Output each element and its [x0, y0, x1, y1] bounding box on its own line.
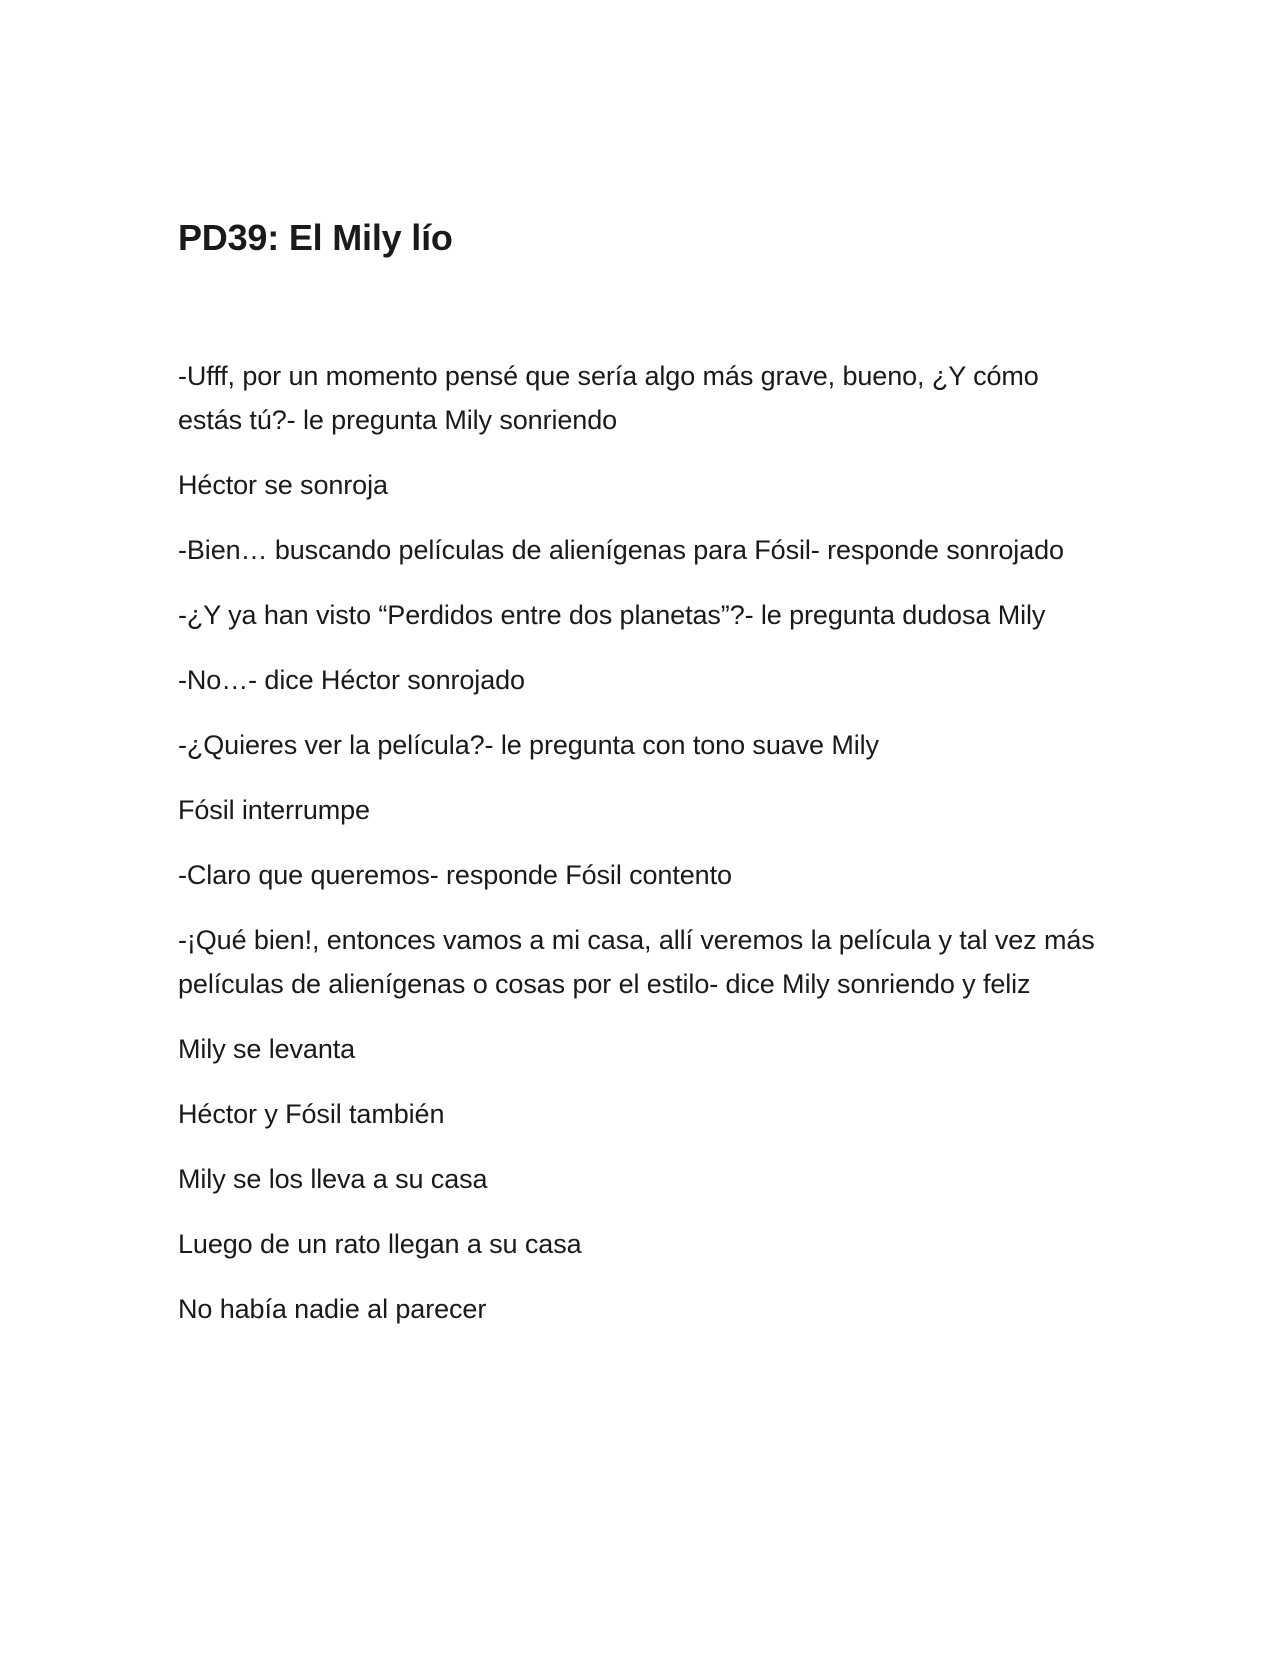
paragraph: -¿Y ya han visto “Perdidos entre dos planetas”?- le pregunta dudosa Mily — [178, 600, 1046, 630]
paragraph: -Claro que queremos- responde Fósil contento — [178, 860, 732, 890]
paragraph: Héctor y Fósil también — [178, 1099, 445, 1129]
paragraph: No había nadie al parecer — [178, 1294, 487, 1324]
paragraph: -No…- dice Héctor sonrojado — [178, 665, 525, 695]
document-body — [178, 354, 1098, 1352]
paragraph: -¡Qué bien!, entonces vamos a mi casa, allí veremos la película y tal vez más películas de alienígenas o cosas por el estilo- dice Mily sonriendo y feliz — [178, 925, 1095, 999]
paragraph: -Ufff, por un momento pensé que sería algo más grave, bueno, ¿Y cómo estás tú?- le pregunta Mily sonriendo — [178, 361, 1039, 435]
paragraph: -¿Quieres ver la película?- le pregunta con tono suave Mily — [178, 730, 879, 760]
paragraph: Luego de un rato llegan a su casa — [178, 1229, 582, 1259]
paragraph: Fósil interrumpe — [178, 795, 370, 825]
paragraph: Mily se levanta — [178, 1034, 356, 1064]
paragraph: -Bien… buscando películas de alienígenas para Fósil- responde sonrojado — [178, 535, 1064, 565]
paragraph: Mily se los lleva a su casa — [178, 1164, 488, 1194]
document-title: PD39: El Mily lío — [178, 217, 453, 258]
paragraph: Héctor se sonroja — [178, 470, 388, 500]
